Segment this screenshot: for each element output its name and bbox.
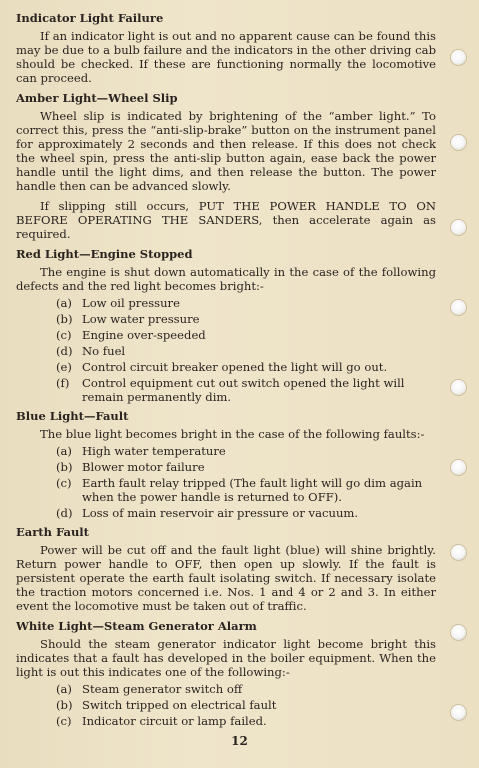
list-marker: (d) [56,506,73,520]
page-number: 12 [231,734,248,748]
section-intro: The blue light becomes bright in the case of the following faults:- [40,427,425,441]
list-item-text: Earth fault relay tripped (The fault light will go dim again when the power handle is returned to OFF). [82,476,423,504]
list-item-text: Switch tripped on electrical fault [82,698,277,712]
list-item [16,682,436,696]
list-marker: (b) [56,312,73,326]
section-heading: Earth Fault [16,525,89,539]
list-marker: (a) [56,296,72,310]
list-item [16,714,436,728]
binder-hole [451,220,466,235]
list-marker: (b) [56,460,73,474]
list-item-text: Low water pressure [82,312,200,326]
paragraph: Power will be cut off and the fault light (blue) will shine brightly. Return power handle to OFF, then open up slowly. If the fault is persistent operate the earth fault isolating switch. If necessary isolate the traction motors concerned i.e. Nos. 1 and 4 or 2 and 3. In either event the locomotive must be taken out of traffic. [16,543,436,613]
section-intro: Should the steam generator indicator light become bright this indicates that a fault has developed in the boiler equipment. When the light is out this indicates one of the following:- [16,637,436,679]
section-heading: Blue Light—Fault [16,409,129,423]
list-item [16,344,436,358]
binder-hole [451,135,466,150]
list-marker: (d) [56,344,73,358]
list-marker: (c) [56,476,72,490]
paragraph: If an indicator light is out and no apparent cause can be found this may be due to a bulb failure and the indicators in the other driving cab should be checked. If these are functioning normally the locomotive can proceed. [16,29,436,85]
section-heading: Amber Light—Wheel Slip [16,91,178,105]
list-marker: (a) [56,682,72,696]
binder-hole [451,625,466,640]
list-item-text: Low oil pressure [82,296,180,310]
list-marker: (a) [56,444,72,458]
list-marker: (e) [56,360,72,374]
binder-hole [451,300,466,315]
fault-list [16,444,436,520]
list-item [16,328,436,342]
section-heading: Indicator Light Failure [16,11,164,25]
list-item [16,312,436,326]
page-content [16,11,436,733]
paragraph: If slipping still occurs, PUT THE POWER HANDLE TO ON BEFORE OPERATING THE SANDERS, then accelerate again as required. [16,199,436,241]
list-item-text: Control equipment cut out switch opened the light will remain permanently dim. [82,376,405,404]
list-item-text: Steam generator switch off [82,682,243,696]
list-item [16,476,436,504]
list-item-text: Control circuit breaker opened the light will go out. [82,360,388,374]
section-intro: The engine is shut down automatically in the case of the following defects and the red light becomes bright:- [16,265,436,293]
steam-list [16,682,436,728]
binder-hole [451,50,466,65]
list-item [16,506,436,520]
list-item-text: Blower motor failure [82,460,205,474]
binder-hole [451,380,466,395]
defect-list [16,296,436,404]
section-heading: Red Light—Engine Stopped [16,247,193,261]
list-item [16,698,436,712]
list-item [16,296,436,310]
list-item [16,360,436,374]
list-item [16,444,436,458]
list-marker: (c) [56,328,72,342]
binder-hole [451,460,466,475]
binder-hole [451,545,466,560]
list-item [16,376,436,404]
binder-hole [451,705,466,720]
list-item-text: No fuel [82,344,126,358]
list-marker: (f) [56,376,70,390]
paragraph: Wheel slip is indicated by brightening of the “amber light.” To correct this, press the “anti-slip-brake” button on the instrument panel for approximately 2 seconds and then release. If this does not check the wheel spin, press the anti-slip button again, ease back the power handle until the light dims, and then release the button. The power handle then can be advanced slowly. [16,109,436,193]
list-item-text: Loss of main reservoir air pressure or vacuum. [82,506,359,520]
list-item-text: Engine over-speeded [82,328,206,342]
section-heading: White Light—Steam Generator Alarm [16,619,257,633]
list-item-text: High water temperature [82,444,226,458]
list-item-text: Indicator circuit or lamp failed. [82,714,267,728]
list-item [16,460,436,474]
list-marker: (b) [56,698,73,712]
list-marker: (c) [56,714,72,728]
